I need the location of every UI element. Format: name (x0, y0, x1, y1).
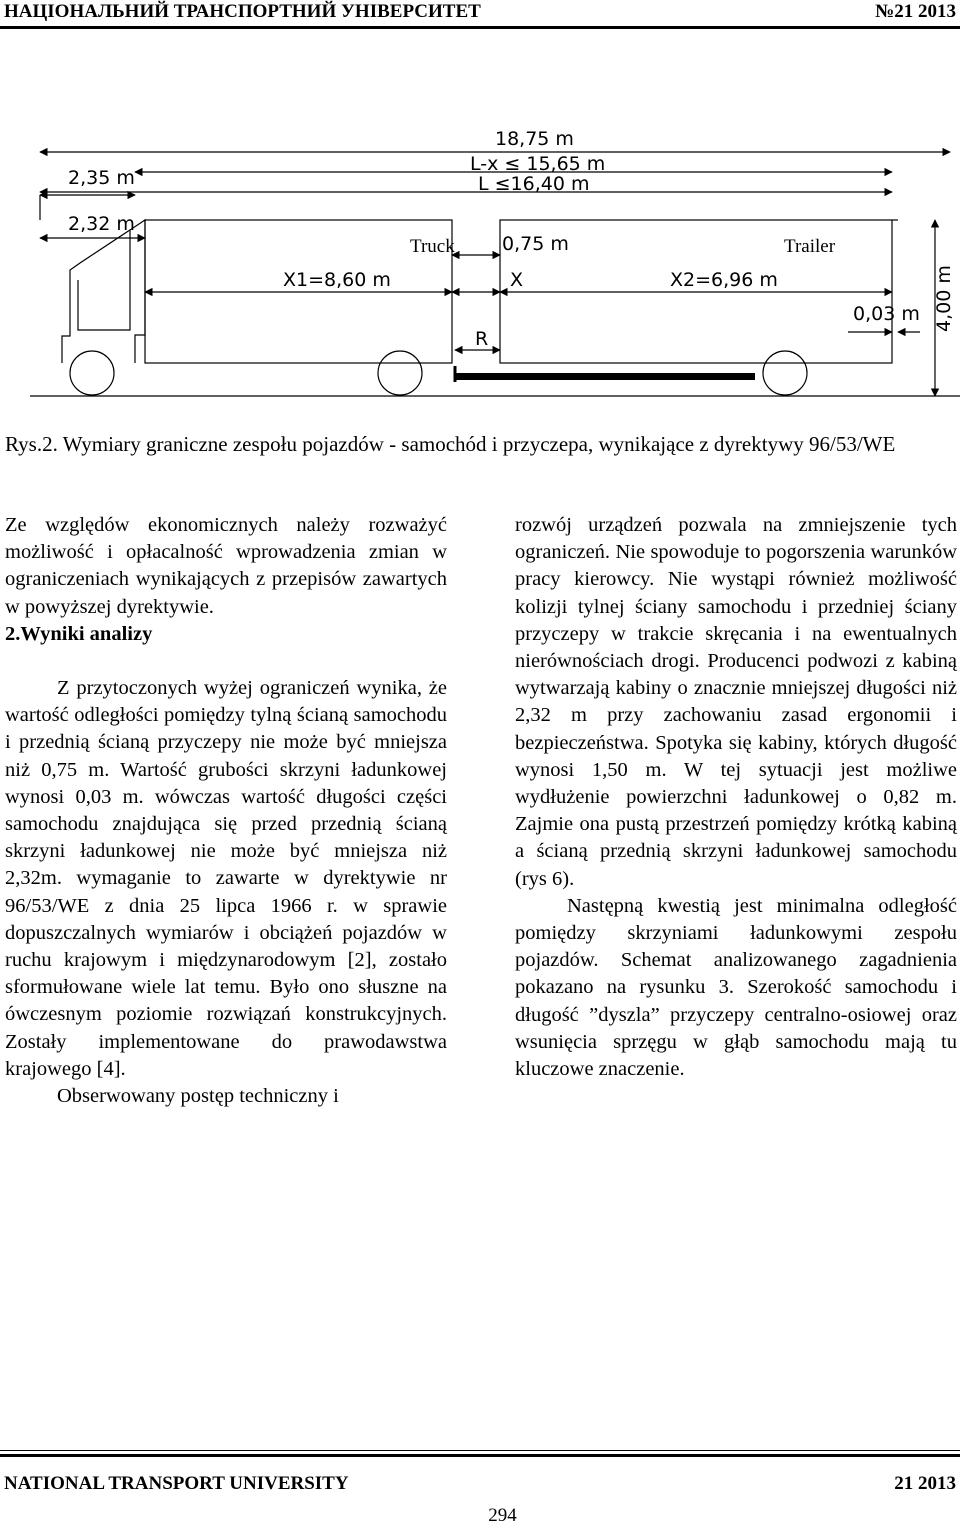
page-number: 294 (488, 1505, 517, 1526)
header-rule (0, 26, 960, 29)
figure-vehicle-dimensions (0, 120, 960, 405)
label-cab-top: 2,35 m (68, 167, 135, 189)
label-x2: X2=6,96 m (670, 269, 778, 291)
drawbar (455, 373, 755, 380)
label-cab-wall: 2,32 m (68, 213, 135, 235)
paragraph-continuation: rozwój urządzeń pozwala na zmniejszenie tych ograniczeń. Nie spowoduje to pogorszenia warunków pracy kierowcy. Nie wystąpi również możliwość kolizji tylnej ściany samochodu i przedniej ściany przyczepy w trakcie skręcania i na ewentualnych nierównościach drogi. Producenci podwozi z kabiną wytwarzają kabiny o znacznie mniejszej długości niż 2,32 m przy zachowaniu zasad ergonomii i bezpieczeństwa. Spotyka się kabiny, których długość wynosi 1,50 m. W tej sytuacji jest możliwe wydłużenie powierzchni ładunkowej o 0,82 m. Zajmie ona pustą przestrzeń pomiędzy krótką kabiną a ścianą przednią skrzyni ładunkowej samochodu (rys 6). (515, 514, 957, 890)
left-column (5, 512, 447, 1110)
paragraph-next-issue: Następną kwestią jest minimalna odległość pomiędzy skrzyniami ładunkowymi zespołu pojazdów. Schemat analizowanego zagadnienia pokazano na rysunku 3. Szerokość samochodu i długość ”dyszla” przyczepy centralno-osiowej oraz wsunięcia sprzęgu w głąb samochodu mają tu kluczowe znaczenie. (515, 894, 957, 1081)
footer-issue: 21 2013 (894, 1473, 956, 1494)
page-footer (4, 1471, 956, 1497)
trailer-wheel (763, 351, 807, 395)
section-heading: 2.Wyniki analizy (5, 622, 153, 645)
truck-front-wheel (70, 351, 114, 395)
paragraph-analysis: Z przytoczonych wyżej ograniczeń wynika, że wartość odległości pomiędzy tylną ścianą samochodu i przednią ścianą przyczepy nie może być mniejsza niż 0,75 m. Wartość grubości skrzyni ładunkowej wynosi 0,03 m. wówczas wartość długości części samochodu znajdująca się przed przednią ścianą skrzyni ładunkowej nie może być mniejsza niż 2,32m. wymaganie to zawarte w dyrektywie nr 96/53/WE z dnia 25 lipca 1966 r. w sprawie dopuszczalnych wymiarów i obciążeń pojazdów w ruchu krajowym i międzynarodowym [2], zostało sformułowane wiele lat temu. Było ono słuszne na ówczesnym poziomie rozwiązań konstrukcyjnych. Zostały implementowane do prawodawstwa krajowego [4]. (5, 677, 447, 1080)
header-university: НАЦІОНАЛЬНИЙ ТРАНСПОРТНИЙ УНІВЕРСИТЕТ (4, 1, 481, 22)
label-truck: Truck (410, 236, 455, 257)
spacer (5, 648, 447, 675)
page-header (4, 0, 956, 24)
label-x1: X1=8,60 m (283, 269, 391, 291)
label-gap: 0,75 m (502, 233, 569, 255)
truck-rear-wheel (378, 351, 422, 395)
footer-rule-thin (0, 1450, 960, 1451)
figure-caption: Rys.2. Wymiary graniczne zespołu pojazdów - samochód i przyczepa, wynikające z dyrektywy 96/53/WE (5, 432, 896, 456)
truck-cab-outline (62, 220, 145, 363)
label-x: X (510, 269, 524, 291)
label-r: R (475, 328, 489, 350)
paragraph-intro: Ze względów ekonomicznych należy rozważyć możliwość i opłacalność wprowadzenia zmian w ograniczeniach wynikających z przepisów zawartych w powyższej dyrektywie. (5, 514, 447, 618)
label-total: 18,75 m (495, 128, 574, 150)
label-lx: L-x ≤ 15,65 m (470, 153, 606, 175)
right-column (515, 512, 957, 1083)
label-l: L ≤16,40 m (478, 173, 590, 195)
paragraph-progress: Obserwowany postęp techniczny i (57, 1085, 339, 1108)
header-issue: №21 2013 (875, 1, 956, 22)
dimension-diagram (0, 120, 960, 405)
truck-cab-window (78, 230, 130, 330)
footer-rule-thick (0, 1454, 960, 1457)
label-height: 4,00 m (933, 265, 955, 332)
label-trailer: Trailer (784, 236, 836, 257)
footer-university: NATIONAL TRANSPORT UNIVERSITY (4, 1473, 349, 1494)
label-wall: 0,03 m (853, 303, 920, 325)
